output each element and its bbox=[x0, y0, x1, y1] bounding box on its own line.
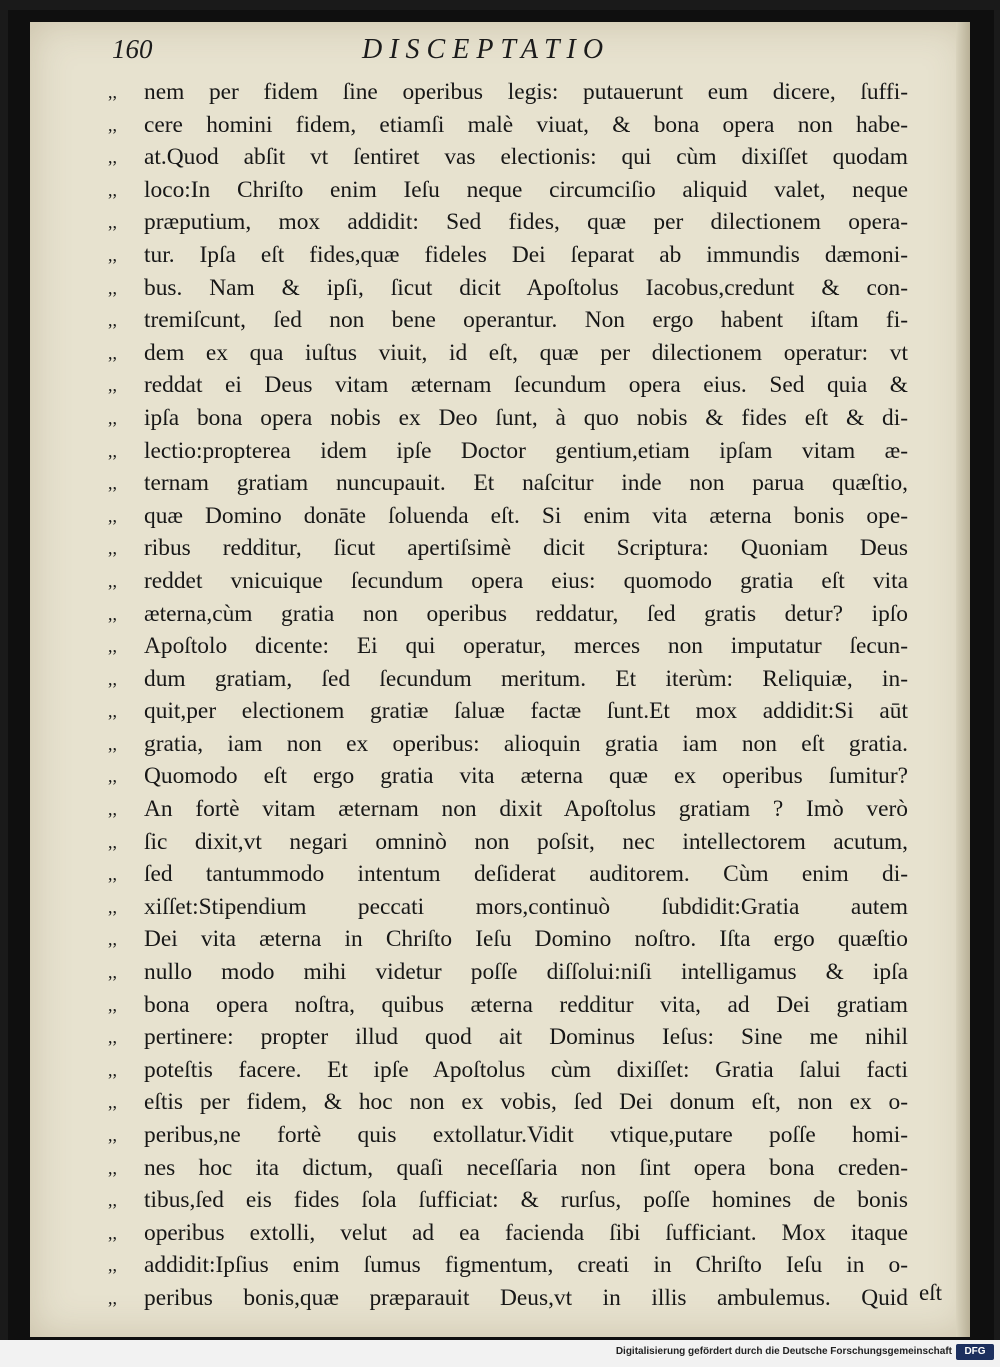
text-line bbox=[108, 272, 908, 305]
quote-marker: ,, bbox=[108, 603, 117, 624]
text-line bbox=[108, 500, 908, 533]
dfg-logo: DFG bbox=[956, 1344, 994, 1360]
quote-marker: ,, bbox=[108, 114, 117, 135]
quote-marker: ,, bbox=[108, 1287, 117, 1308]
line-text: cere homini fidem, etiamſi malè viuat, & bona opera non habe- bbox=[144, 111, 908, 138]
line-text: An fortè vitam æternam non dixit Apoſtolus gratiam ? Imò verò bbox=[144, 796, 908, 823]
quote-marker: ,, bbox=[108, 929, 117, 950]
line-text: operibus extolli, velut ad ea facienda ſibi ſufficiant. Mox itaque bbox=[144, 1219, 908, 1246]
text-line bbox=[108, 565, 908, 598]
text-line bbox=[108, 369, 908, 402]
text-line bbox=[108, 695, 908, 728]
text-line bbox=[108, 1054, 908, 1087]
line-text: reddat ei Deus vitam æternam ſecundum opera eius. Sed quia & bbox=[144, 372, 908, 399]
line-text: Apoſtolo dicente: Ei qui operatur, merces non imputatur ſecun- bbox=[144, 633, 908, 660]
line-text: quæ Domino donāte ſoluenda eſt. Si enim vita æterna bonis ope- bbox=[144, 502, 908, 529]
text-line bbox=[108, 760, 908, 793]
quote-marker: ,, bbox=[108, 994, 117, 1015]
text-block bbox=[108, 76, 908, 1315]
quote-marker: ,, bbox=[108, 864, 117, 885]
quote-marker: ,, bbox=[108, 1059, 117, 1080]
text-line bbox=[108, 109, 908, 142]
text-line bbox=[108, 826, 908, 859]
line-text: tur. Ipſa eſt fides,quæ fideles Dei ſeparat ab immundis dæmoni- bbox=[144, 241, 908, 268]
line-text: gratia, iam non ex operibus: alioquin gratia iam non eſt gratia. bbox=[144, 730, 908, 757]
quote-marker: ,, bbox=[108, 310, 117, 331]
text-line bbox=[108, 141, 908, 174]
line-text: at.Quod abſit vt ſentiret vas electionis: qui cùm dixiſſet quodam bbox=[144, 144, 908, 171]
line-text: nem per fidem ſine operibus legis: putauerunt eum dicere, ſuffi- bbox=[144, 79, 908, 105]
quote-marker: ,, bbox=[108, 1190, 117, 1211]
text-line bbox=[108, 891, 908, 924]
quote-marker: ,, bbox=[108, 668, 117, 689]
text-line bbox=[108, 1184, 908, 1217]
text-line bbox=[108, 728, 908, 761]
text-line bbox=[108, 206, 908, 239]
line-text: ternam gratiam nuncupauit. Et naſcitur inde non parua quæſtio, bbox=[144, 470, 908, 497]
quote-marker: ,, bbox=[108, 342, 117, 363]
line-text: pertinere: propter illud quod ait Dominus Ieſus: Sine me nihil bbox=[144, 1024, 908, 1051]
line-text: poteſtis facere. Et ipſe Apoſtolus cùm dixiſſet: Gratia ſalui facti bbox=[144, 1056, 908, 1083]
line-text: dem ex qua iuſtus viuit, id eſt, quæ per dilectionem operatur: vt bbox=[144, 339, 908, 366]
quote-marker: ,, bbox=[108, 375, 117, 396]
text-line bbox=[108, 1282, 908, 1315]
quote-marker: ,, bbox=[108, 896, 117, 917]
text-line bbox=[108, 663, 908, 696]
text-line bbox=[108, 402, 908, 435]
line-text: quit,per electionem gratiæ ſaluæ factæ ſunt.Et mox addidit:Si aūt bbox=[144, 698, 908, 725]
line-text: reddet vnicuique ſecundum opera eius: quomodo gratia eſt vita bbox=[144, 567, 908, 594]
quote-marker: ,, bbox=[108, 538, 117, 559]
quote-marker: ,, bbox=[108, 244, 117, 265]
quote-marker: ,, bbox=[108, 636, 117, 657]
quote-marker: ,, bbox=[108, 1092, 117, 1113]
text-line bbox=[108, 174, 908, 207]
text-line bbox=[108, 956, 908, 989]
quote-marker: ,, bbox=[108, 1157, 117, 1178]
text-line bbox=[108, 1217, 908, 1250]
quote-marker: ,, bbox=[108, 1125, 117, 1145]
quote-marker: ,, bbox=[108, 733, 117, 754]
funding-credit: Digitalisierung gefördert durch die Deutsche Forschungsgemeinschaft bbox=[615, 1346, 952, 1357]
text-line bbox=[108, 76, 908, 109]
quote-marker: ,, bbox=[108, 212, 117, 233]
text-line bbox=[108, 1021, 908, 1054]
quote-marker: ,, bbox=[108, 831, 117, 852]
quote-marker: ,, bbox=[108, 407, 117, 428]
line-text: ribus redditur, ſicut apertiſsimè dicit Scriptura: Quoniam Deus bbox=[144, 535, 908, 562]
line-text: ſic dixit,vt negari omninò non poſsit, nec intellectorem acutum, bbox=[144, 828, 908, 855]
line-text: Dei vita æterna in Chriſto Ieſu Domino noſtro. Iſta ergo quæſtio bbox=[144, 926, 908, 953]
line-text: lectio:propterea idem ipſe Doctor gentium,etiam ipſam vitam æ- bbox=[144, 437, 908, 464]
text-line bbox=[108, 793, 908, 826]
quote-marker: ,, bbox=[108, 766, 117, 787]
text-line bbox=[108, 598, 908, 631]
quote-marker: ,, bbox=[108, 277, 117, 298]
line-text: Quomodo eſt ergo gratia vita æterna quæ ex operibus ſumitur? bbox=[144, 763, 908, 790]
line-text: eſtis per fidem, & hoc non ex vobis, ſed Dei donum eſt, non ex o- bbox=[144, 1089, 908, 1116]
quote-marker: ,, bbox=[108, 1255, 117, 1276]
quote-marker: ,, bbox=[108, 179, 117, 200]
text-line bbox=[108, 989, 908, 1022]
quote-marker: ,, bbox=[108, 505, 117, 526]
text-line bbox=[108, 304, 908, 337]
running-title: DISCEPTATIO bbox=[362, 34, 611, 65]
quote-marker: ,, bbox=[108, 82, 117, 102]
text-line bbox=[108, 337, 908, 370]
line-text: tremiſcunt, ſed non bene operantur. Non ergo habent iſtam fi- bbox=[144, 307, 908, 334]
footer-bar bbox=[0, 1340, 1000, 1367]
quote-marker: ,, bbox=[108, 701, 117, 722]
line-text: æterna,cùm gratia non operibus reddatur, ſed gratis detur? ipſo bbox=[144, 600, 908, 627]
line-text: peribus bonis,quæ præparauit Deus,vt in illis ambulemus. Quid bbox=[144, 1284, 908, 1311]
text-line bbox=[108, 630, 908, 663]
quote-marker: ,, bbox=[108, 147, 117, 168]
line-text: bus. Nam & ipſi, ſicut dicit Apoſtolus Iacobus,credunt & con- bbox=[144, 274, 908, 301]
line-text: dum gratiam, ſed ſecundum meritum. Et iterùm: Reliquiæ, in- bbox=[144, 665, 908, 692]
catchword: eſt bbox=[919, 1280, 942, 1305]
line-text: nullo modo mihi videtur poſſe diſſolui:niſi intelligamus & ipſa bbox=[144, 959, 908, 986]
line-text: nes hoc ita dictum, quaſi neceſſaria non ſint opera bona creden- bbox=[144, 1154, 908, 1181]
page-header bbox=[112, 34, 692, 74]
page-edge bbox=[956, 22, 970, 1337]
text-line bbox=[108, 1086, 908, 1119]
text-line bbox=[108, 532, 908, 565]
text-line bbox=[108, 1119, 908, 1152]
line-text: bona opera noſtra, quibus æterna redditur vita, ad Dei gratiam bbox=[144, 991, 908, 1018]
quote-marker: ,, bbox=[108, 799, 117, 820]
line-text: ipſa bona opera nobis ex Deo ſunt, à quo nobis & fides eſt & di- bbox=[144, 404, 908, 431]
text-line bbox=[108, 923, 908, 956]
text-line bbox=[108, 1249, 908, 1282]
text-line bbox=[108, 858, 908, 891]
quote-marker: ,, bbox=[108, 1222, 117, 1243]
line-text: xiſſet:Stipendium peccati mors,continuò ſubdidit:Gratia autem bbox=[144, 893, 908, 920]
quote-marker: ,, bbox=[108, 1027, 117, 1048]
line-text: addidit:Ipſius enim ſumus figmentum, creati in Chriſto Ieſu in o- bbox=[144, 1252, 908, 1279]
line-text: peribus,ne fortè quis extollatur.Vidit vtique,putare poſſe homi- bbox=[144, 1122, 908, 1148]
quote-marker: ,, bbox=[108, 962, 117, 983]
text-line bbox=[108, 467, 908, 500]
quote-marker: ,, bbox=[108, 440, 117, 461]
line-text: ſed tantummodo intentum deſiderat auditorem. Cùm enim di- bbox=[144, 861, 908, 888]
text-line bbox=[108, 239, 908, 272]
line-text: tibus,ſed eis fides ſola ſufficiat: & rurſus, poſſe homines de bonis bbox=[144, 1187, 908, 1214]
quote-marker: ,, bbox=[108, 473, 117, 494]
line-text: loco:In Chriſto enim Ieſu neque circumciſio aliquid valet, neque bbox=[144, 176, 908, 203]
line-text: præputium, mox addidit: Sed fides, quæ per dilectionem opera- bbox=[144, 209, 908, 236]
text-line bbox=[108, 1152, 908, 1185]
text-line bbox=[108, 435, 908, 468]
quote-marker: ,, bbox=[108, 570, 117, 591]
page-number: 160 bbox=[112, 34, 153, 64]
